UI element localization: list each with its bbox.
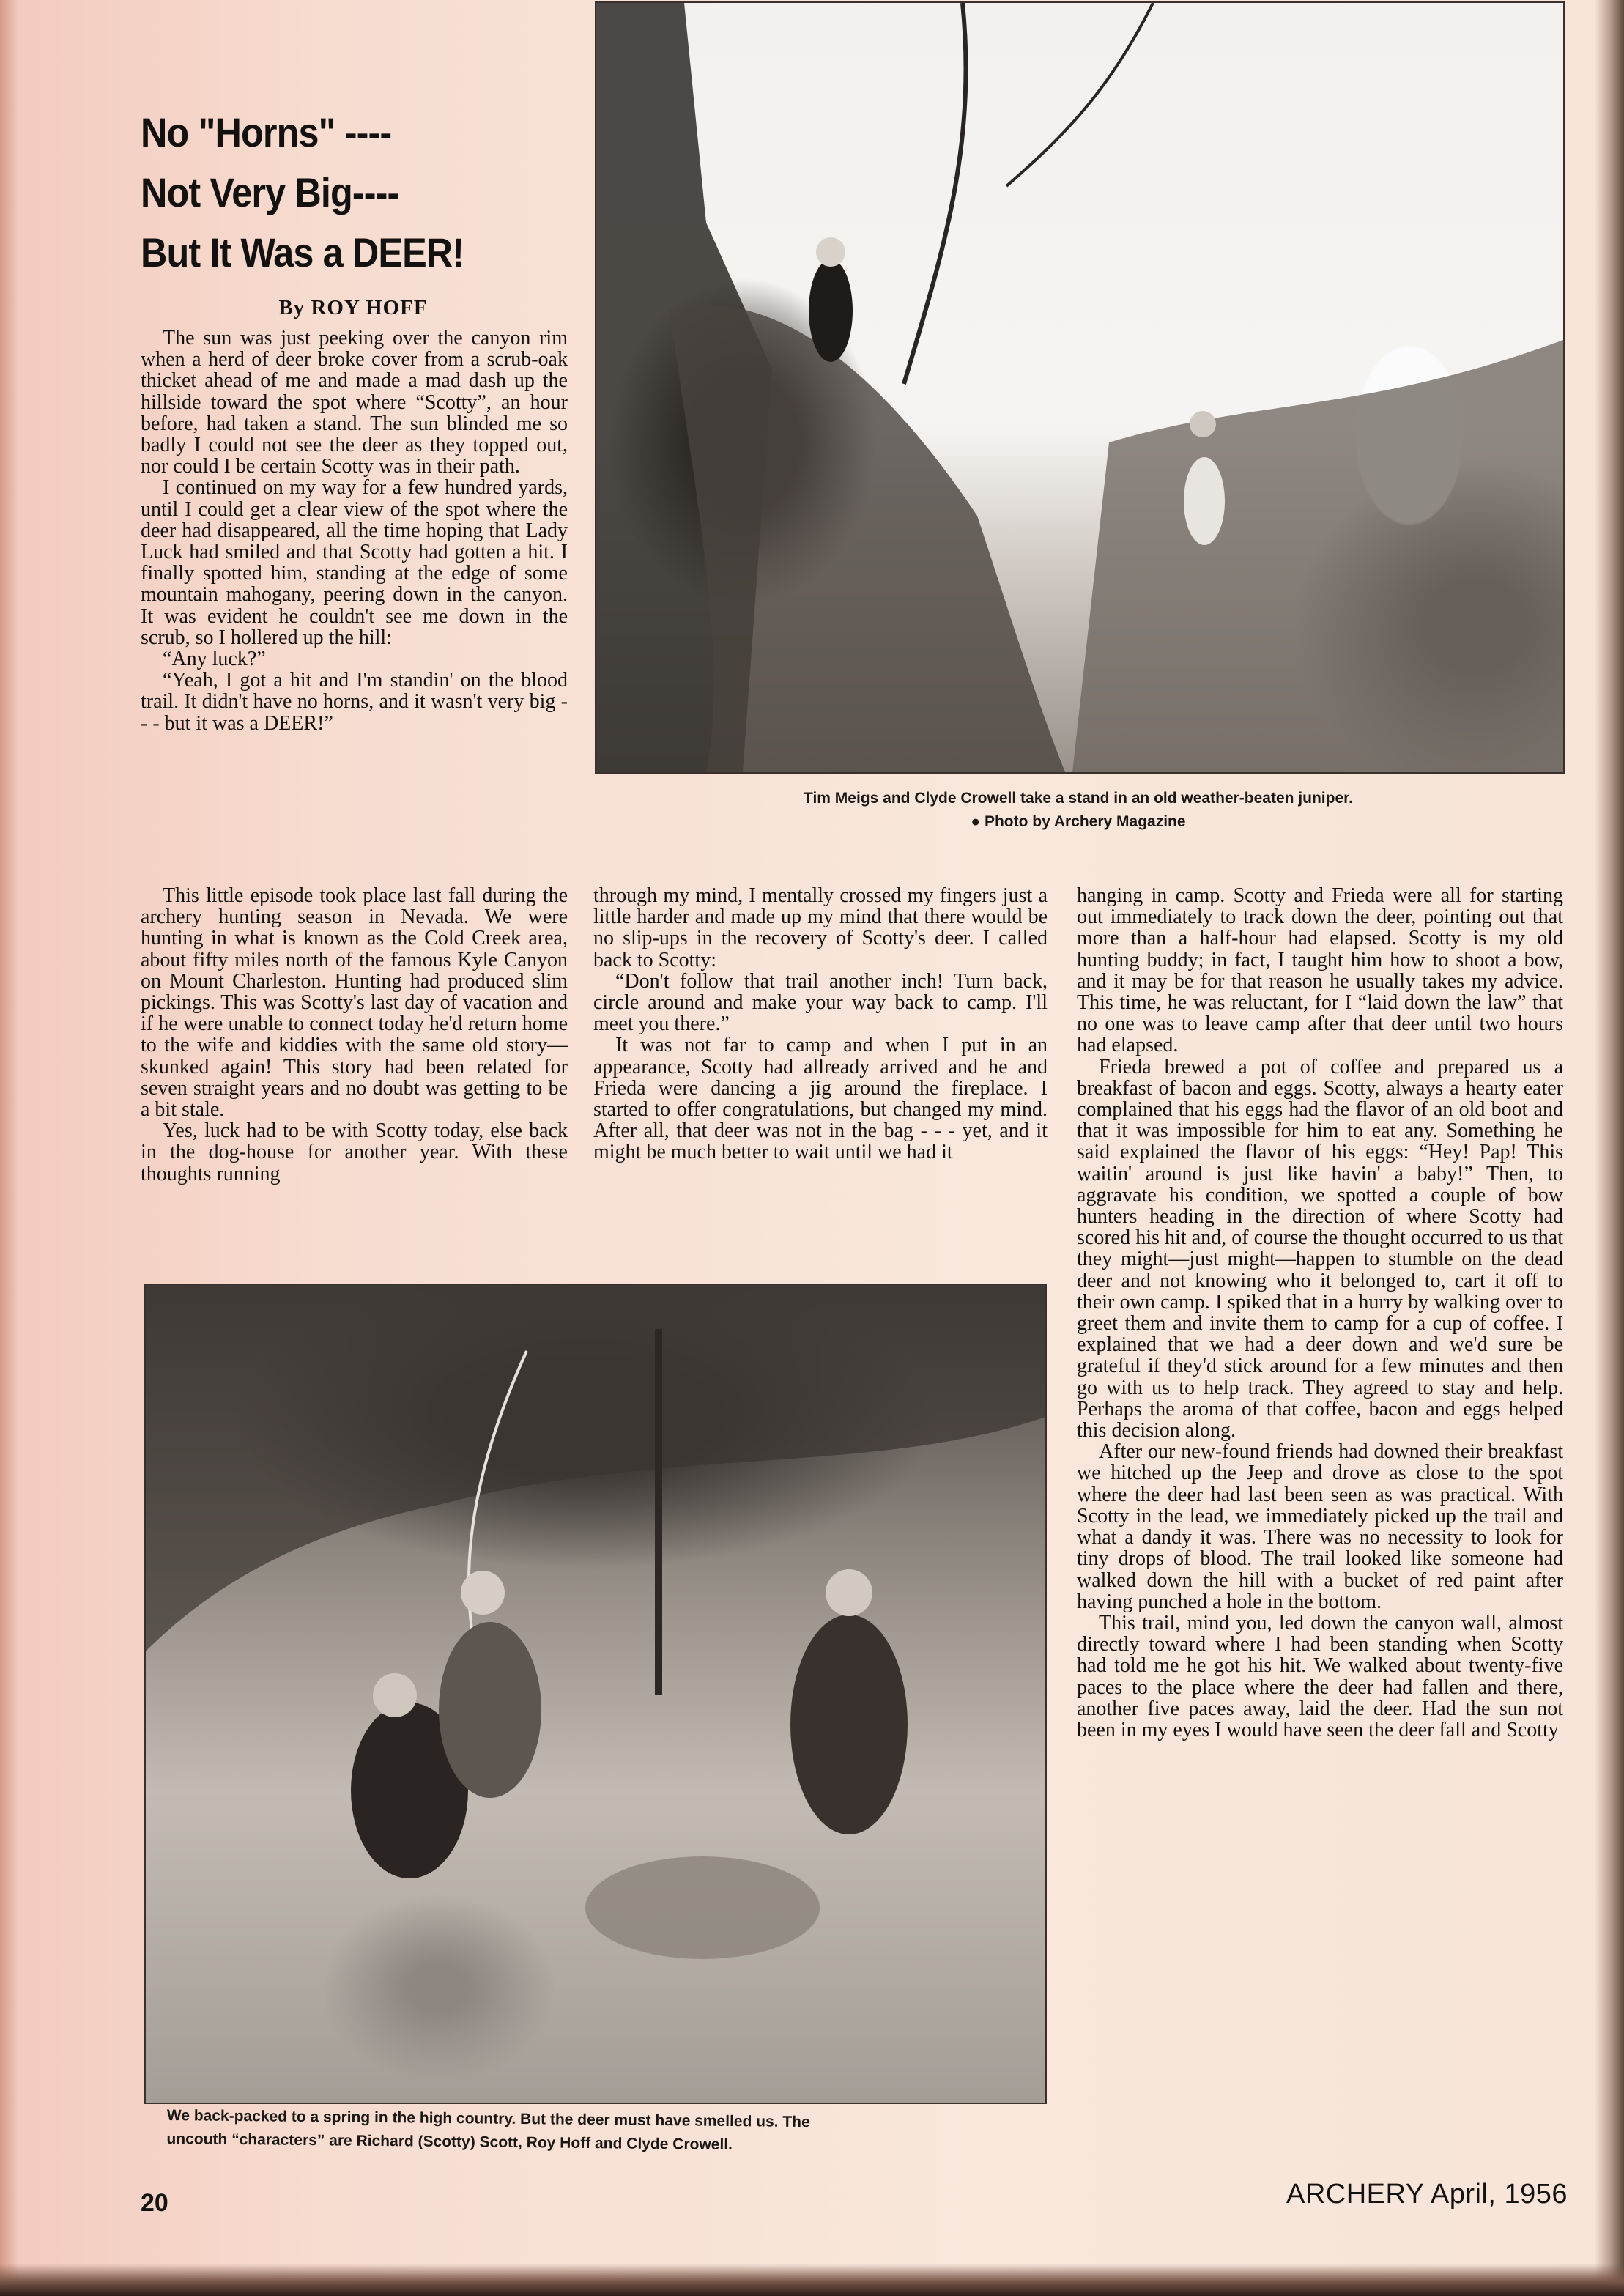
article-headline	[141, 103, 549, 283]
paragraph: The sun was just peeking over the canyon rim when a herd of deer broke cover from a scrub-oak thicket ahead of me and made a mad dash up the hillside toward the spot where “Scotty”, an hour before, had taken a stand. The sun blinded me so badly I could not see the deer as they topped out, nor could I be certain Scotty was in their path.	[141, 327, 568, 478]
caption-bottom-photo	[166, 2104, 1046, 2160]
paragraph: This trail, mind you, led down the canyon wall, almost directly toward where I had been standing when Scotty had told me he got his hit. We walked about twenty-five paces to the place where the deer had fallen and there, another five paces away, laid the deer. Had the sun not been in my eyes I would have seen the deer fall and Scotty	[1077, 1611, 1563, 1741]
paragraph: through my mind, I mentally crossed my fingers just a little harder and made up my mind that there would be no slip-ups in the recovery of Scotty's deer. I called back to Scotty:	[593, 884, 1048, 971]
headline-line-3: But It Was a DEER!	[141, 229, 464, 275]
caption-line-2: uncouth “characters” are Richard (Scotty) Scott, Roy Hoff and Clyde Crowell.	[166, 2130, 733, 2154]
column-3	[1077, 885, 1563, 1741]
page-binding-shadow	[1595, 0, 1624, 2296]
page-shadow-left	[0, 0, 19, 2296]
paragraph: I continued on my way for a few hundred yards, until I could get a clear view of the spot where the deer had disappeared, all the time hoping that Lady Luck had smiled and that Scotty had gotten a hit. I finally spotted him, standing at the edge of some mountain mahogany, peering down in the canyon. It was evident he couldn't see me down in the scrub, so I hollered up the hill:	[141, 476, 568, 649]
running-footer: ARCHERY April, 1956	[1286, 2179, 1568, 2210]
paragraph: hanging in camp. Scotty and Frieda were all for starting out immediately to track down the deer, pointing out that more than a half-hour had elapsed. Scotty is my old hunting buddy; in fact, I taught him how to shoot a bow, and it may be for that reason he usually takes my advice. This time, he was reluctant, for I “laid down the law” that no one was to leave camp after that deer until two hours had elapsed.	[1077, 884, 1563, 1057]
paragraph: “Don't follow that trail another inch! Turn back, circle around and make your way back to camp. I'll meet you there.”	[593, 969, 1048, 1036]
paragraph: “Yeah, I got a hit and I'm standin' on the blood trail. It didn't have no horns, and it wasn't very big - - - but it was a DEER!”	[141, 669, 568, 735]
page-number: 20	[141, 2189, 168, 2217]
column-1-bottom	[141, 885, 568, 1185]
headline-line-2: Not Very Big----	[141, 169, 399, 215]
page-shadow-bottom	[0, 2264, 1624, 2296]
caption-text: Tim Meigs and Clyde Crowell take a stand in an old weather-beaten juniper.	[804, 790, 1353, 807]
column-1-top	[141, 327, 568, 734]
photo-credit: ● Photo by Archery Magazine	[971, 813, 1186, 830]
photo-hunters-in-juniper	[595, 1, 1565, 774]
paragraph: After our new-found friends had downed their breakfast we hitched up the Jeep and drove as close to the spot where the deer had last been seen as was practical. With Scotty in the lead, we immediately picked up the trail and what a dandy it was. There was no necessity to look for tiny drops of blood. The trail looked like someone had walked down the hill with a bucket of red paint after having punched a hole in the bottom.	[1077, 1440, 1563, 1613]
caption-line-1: We back-packed to a spring in the high country. But the deer must have smelled us. The	[166, 2106, 810, 2131]
paragraph: This little episode took place last fall during the archery hunting season in Nevada. We were hunting in what is known as the Cold Creek area, about fifty miles north of the famous Kyle Canyon on Mount Charleston. Hunting had produced slim pickings. This was Scotty's last day of vacation and if he were unable to connect today he'd return home to the wife and kiddies with the same old story—skunked again! This story had been related for seven straight years and no doubt was getting to be a bit stale.	[141, 884, 568, 1122]
headline-line-1: No "Horns" ----	[141, 109, 392, 155]
photo-campfire-group	[144, 1284, 1047, 2104]
article-byline: By ROY HOFF	[278, 296, 428, 319]
paragraph: It was not far to camp and when I put in an appearance, Scotty had allready arrived and he and Frieda were dancing a jig around the fireplace. I started to offer congratulations, but changed my mind. After all, that deer was not in the bag - - - yet, and it might be much better to wait until we had it	[593, 1034, 1048, 1164]
caption-top-photo	[595, 787, 1562, 834]
paragraph: “Any luck?”	[163, 648, 266, 671]
paragraph: Yes, luck had to be with Scotty today, else back in the dog-house for another year. With these thoughts running	[141, 1119, 568, 1185]
column-2	[593, 885, 1048, 1163]
paragraph: Frieda brewed a pot of coffee and prepared us a breakfast of bacon and eggs. Scotty, always a hearty eater complained that his eggs had the flavor of an old boot and that it was impossible for him to eat any. Something he said explained the flavor of his eggs: “Hey! Pap! This waitin' around is just like havin' a baby!” Then, to aggravate his condition, we spotted a couple of bow hunters heading in the direction of where Scotty had scored his hit and, of course the thought occurred to us that they might—just might—happen to stumble on the dead deer and not knowing who it belonged to, cart it off to their own camp. I spiked that in a hurry by walking over to greet them and invite them to camp for a cup of coffee. I explained that we had a deer down and we'd sure be grateful if they'd stick around for a few minutes and then go with us to help track. They agreed to stay and help. Perhaps the aroma of that coffee, bacon and eggs helped this decision along.	[1077, 1055, 1563, 1443]
